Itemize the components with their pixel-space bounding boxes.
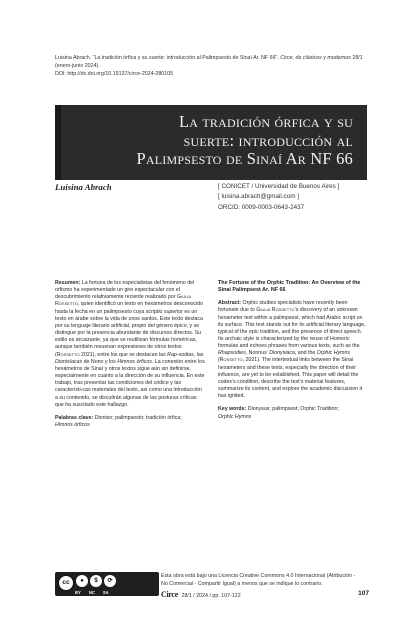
cc-labels: [75, 590, 109, 595]
abstract-text: Orphic studies specialists have recently been fortunate due to: [218, 300, 348, 314]
citation-journal: Circe, de clásicos y modernos: [280, 55, 351, 61]
resumen-paragraph: [55, 280, 205, 409]
resumen-italic: scriptio superior: [145, 308, 183, 315]
citation-issue: 28/1 (enero-junio 2024).: [55, 55, 363, 70]
resumen-text: La fortuna de los especialistas del fenómeno del orfismo ha experimentado un giro espectacular con el descubrimiento relativamente reciente realizado por: [55, 280, 195, 301]
cc-icon: cc: [58, 575, 74, 591]
cc-label-by: BY: [75, 590, 81, 595]
citation-block: [55, 54, 375, 79]
license-text: Esta obra está bajo una Licencia Creative Commons 4.0 Internacional (Atribución - No Comercial - Compartir Igual) a menos que se indique lo contrario.: [161, 573, 356, 587]
abstract-heading: The Fortune of the Orphic Tradition: An Overview of the Sinai Palimpsest Ar. NF 66: [218, 280, 361, 294]
doi-link[interactable]: DOI: http://dx.doi.org/10.19137/circe-2024-280105: [55, 71, 174, 78]
keywords-label: Palabras clave:: [55, 414, 94, 421]
title-line-2: suerte: introducción al: [183, 130, 353, 150]
journal-logo: Circe: [161, 590, 179, 599]
abstract-text: ’s discovery of an unknown hexameter text within a palimpsest, which had Arabic script on its surface. This text stands out for its artificial literary language, typical of the epic tradition, and the presence of direct speech. Its archaic style is characterized by the reuse of Homeric formulas and echoes phrases from various texts, such as the: [218, 307, 366, 350]
author-orcid[interactable]: ORCID: 0009-0003-0643-2437: [218, 203, 305, 211]
resumen-text: de Nono y los: [83, 358, 116, 365]
page-number: 107: [358, 590, 369, 597]
resumen-text: 2021), entre los que se destacan las: [79, 351, 166, 358]
abstract-italic: Rhapsodies: [218, 350, 246, 357]
article-title: [93, 113, 353, 169]
keywords-text: Dionysus; palimpsest; Orphic Tradition;: [247, 406, 339, 413]
author-affiliation: [ CONICET / Universidad de Buenos Aires ]: [218, 183, 340, 190]
resumen-column: [55, 280, 205, 435]
resumen-keywords: [55, 415, 205, 429]
abstract-label: Abstract:: [218, 300, 242, 307]
abstract-author-name: Rossetto: [219, 357, 243, 364]
resumen-label: Resumen:: [55, 280, 81, 286]
keywords-label: Key words:: [218, 406, 247, 413]
title-banner: [55, 105, 367, 180]
keywords-italic: Himnos órficos: [55, 421, 90, 428]
journal-footer: [161, 590, 241, 599]
resumen-italic: Dionisíacas: [55, 358, 83, 365]
author-email[interactable]: [ luisina.abrach@gmail.com ]: [218, 193, 299, 201]
resumen-text: . La conexión entre los hexámetros de Sinaí y otros textos sigue aún sin definirse, especialmente en cuanto a la dirección de su influencia. En este trabajo, tras presentar las condiciones del códice y las característi-cas materiales del texto, así como una introducción a su contenido, se discutirán algunas de las posturas críticas que ha suscitado este hallazgo.: [55, 358, 205, 408]
cc-license-badge[interactable]: [55, 572, 159, 596]
issue-pages: 28/1 / 2024 / pp. 107-122: [181, 593, 241, 599]
cc-label-sa: SA: [102, 590, 109, 595]
resumen-author-name: Giulia Rossetto: [55, 294, 192, 308]
abstract-text: , Nonnus’: [245, 350, 268, 357]
abstract-column: [218, 280, 368, 427]
resumen-text: es un texto en árabe sobre la vida de unos santos. Este texto destaca por su lenguaje literario artificial, propio del género épico, y se distingue por la presencia abundante de discursos directos. Su estilo es arcaizante, ya que se reutilizan fórmulas homéricas, aunque también resuenan expresiones de otros textos (: [55, 308, 203, 358]
resumen-text: , quien identificó un texto en hexámetros desconocido hasta la fecha en un palimpsesto cuya: [55, 301, 204, 315]
abstract-paragraph: [218, 300, 368, 400]
noncommercial-icon: $: [90, 575, 102, 587]
citation-line: Luisina Abrach. “La tradición órfica y su suerte: introducción al Palimpsesto de Sinaí Ar. NF 66”.: [55, 55, 279, 61]
abstract-text: , 2021). The intertextual links between the Sinai hexameters and these texts, especially the direction of their influence, are yet to be established. This paper will detail the codex’s condition, describe the text’s material features, summarize its content, and explore the academic discussion it has ignited.: [218, 357, 363, 400]
abstract-author-name: Giulia Rossetto: [256, 307, 295, 314]
abstract-keywords: [218, 406, 368, 420]
resumen-italic: Himnos órficos: [117, 358, 152, 365]
resumen-author-name: Rossetto: [56, 351, 80, 358]
keywords-text: Dioniso; palimpsesto; tradición órfica;: [94, 414, 182, 421]
resumen-text: , las: [193, 351, 204, 358]
cc-icon-row: [58, 575, 116, 591]
abstract-italic: Dionysiaca: [269, 350, 295, 357]
title-line-1: La tradición órfica y su: [178, 112, 353, 131]
cc-label-nc: NC: [88, 590, 95, 595]
abstract-italic: Orphic Hymns: [316, 350, 351, 357]
author-affiliation-block: [218, 182, 388, 213]
keywords-italic: Orphic Hymns: [218, 413, 252, 420]
author-name: Luisina Abrach: [55, 182, 112, 192]
title-banner-stripe: [55, 105, 61, 180]
resumen-italic: Rap-sodias: [167, 351, 194, 358]
abstract-text: (: [218, 357, 220, 364]
sharealike-icon: ⟳: [104, 575, 116, 587]
title-line-3: Palimpsesto de Sinaí Ar NF 66: [136, 149, 353, 168]
abstract-text: , and the: [294, 350, 316, 357]
attribution-icon: ●: [76, 575, 88, 587]
